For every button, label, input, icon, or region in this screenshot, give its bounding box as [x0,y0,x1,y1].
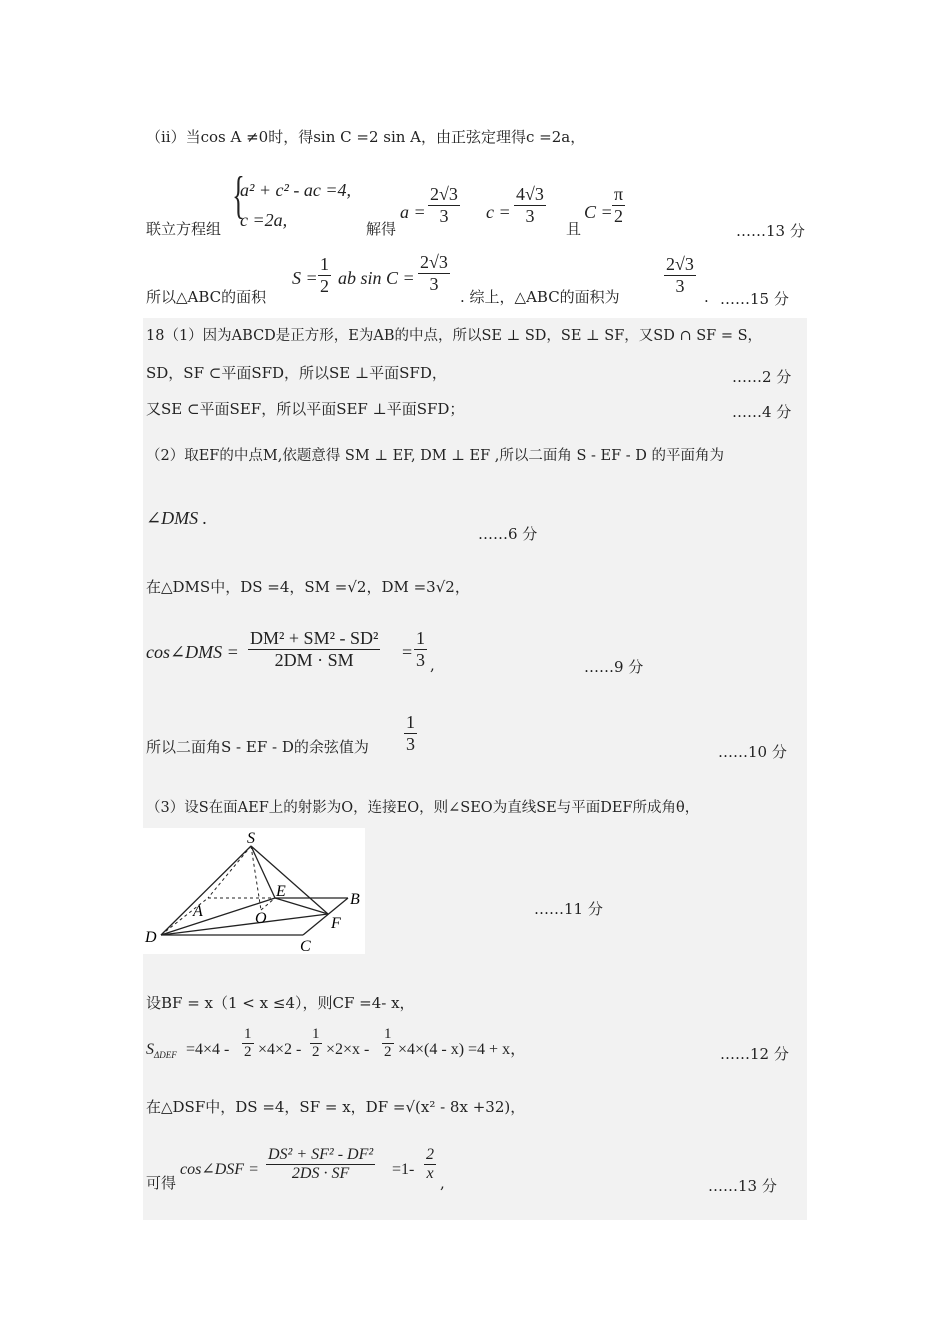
system-eq2: c =2a, [240,210,288,230]
line-area-label: 所以△ABC的面积 [146,288,267,306]
cos-dms-label: cos∠DMS = [146,642,239,662]
label-E: E [276,883,286,900]
cos-dsf-eq: =1- [392,1161,415,1178]
system-eq1: a² + c² - ac =4, [240,180,352,200]
sol-a-label: a = [400,202,426,222]
score-11: ……11 分 [534,900,603,918]
score-13b: ……13 分 [708,1177,777,1195]
cos-dms-frac: $\frac{\text{DM² + SM² - SD²}}{2DM \cdot SM}$ [250,628,379,670]
q18-part2-line1: （2）取EF的中点M,依题意得 SM ⊥ EF, DM ⊥ EF ,所以二面角 S - EF - D 的平面角为 [146,448,725,464]
cos-dsf-end: , [440,1174,445,1192]
area-mid: ab sin C = [338,268,415,288]
score-10: ……10 分 [718,743,787,761]
cosine-dihedral-frac: $\frac{1}{3}$ [406,712,415,754]
label-F: F [331,915,341,932]
s-def-part2: ×4×2 - [258,1041,302,1058]
triangle-dms-line: 在△DMS中，DS =4，SM =√2，DM =3√2， [146,578,470,596]
sol-c-frac: $\frac{4√3}{3}$ [516,184,544,226]
s-def-frac1: $\frac{1}{2}$ [244,1026,252,1061]
can-get-label: 可得 [146,1174,177,1192]
q18-part3-line: （3）设S在面AEF上的射影为O，连接EO，则∠SEO为直线SE与平面DEF所成角θ， [146,800,700,816]
sol-c-label: c = [486,202,511,222]
area-answer-frac: $\frac{2√3}{3}$ [666,254,694,296]
label-A: A [193,903,203,920]
score-12: ……12 分 [720,1045,789,1063]
area-S: S = [292,268,318,288]
q18-line3: 又SE ⊂平面SEF，所以平面SEF ⊥平面SFD； [146,400,465,418]
s-def-frac2: $\frac{1}{2}$ [312,1026,320,1061]
score-13a: ……13 分 [736,222,805,240]
sol-a-frac: $\frac{2√3}{3}$ [430,184,458,226]
and-label: 且 [566,220,582,238]
s-def-part4: ×4×(4 - x) =4 + x， [398,1041,527,1058]
q18-line2: SD，SF ⊂平面SFD，所以SE ⊥平面SFD， [146,364,447,382]
cos-dsf-frac: $\frac{\text{DS² + SF² - DF²}}{2DS \cdot SF}$ [268,1146,374,1183]
cos-dms-eq: = [402,642,413,662]
cos-dsf-result: $\frac{2}{x}$ [426,1146,434,1183]
s-def-frac3: $\frac{1}{2}$ [384,1026,392,1061]
s-def-label: $S_{\Delta DEF}$ [146,1041,177,1061]
system-brace: { [232,167,245,224]
score-9: ……9 分 [584,658,644,676]
cos-dms-result: $\frac{1}{3}$ [416,628,425,670]
sol-C-frac: $\frac{\pi}{2}$ [614,184,624,226]
s-def-part3: ×2×x - [326,1041,370,1058]
score-2: ……2 分 [732,368,792,386]
score-15: ……15 分 [720,290,789,308]
area-end: . [704,288,709,306]
label-B: B [350,891,360,908]
let-bf-line: 设BF = x（1 < x ≤4），则CF =4- x， [146,994,415,1012]
label-C: C [300,938,311,954]
area-val-frac: $\frac{2√3}{3}$ [420,252,448,294]
pyramid-figure [143,828,365,954]
q18-line1: 18（1）因为ABCD是正方形，E为AB的中点，所以SE ⊥ SD，SE ⊥ SF，又SD ∩ SF = S， [146,328,763,344]
label-S: S [247,830,255,847]
cos-dsf-label: cos∠DSF = [180,1161,259,1178]
solve-label: 解得 [366,220,397,238]
label-D: D [145,929,157,946]
score-6: ……6 分 [478,525,538,543]
angle-dms: ∠DMS . [146,508,208,528]
line-system-label: 联立方程组 [146,220,222,238]
area-half-frac: $\frac{1}{2}$ [320,254,329,296]
sol-C-label: C = [584,202,613,222]
cosine-dihedral-line: 所以二面角S - EF - D的余弦值为 [146,738,369,756]
label-O: O [255,910,267,927]
pyramid-diagram [143,828,365,954]
s-def-part1: =4×4 - [186,1041,230,1058]
cos-dms-end: , [430,656,435,674]
triangle-dsf-line: 在△DSF中，DS =4，SF = x，DF =√(x² - 8x +32)， [146,1098,526,1116]
line-case-ii: （ii）当cos A ≠0时，得sin C =2 sin A，由正弦定理得c =2a， [146,128,586,146]
area-summary: . 综上，△ABC的面积为 [460,288,620,306]
score-4: ……4 分 [732,403,792,421]
